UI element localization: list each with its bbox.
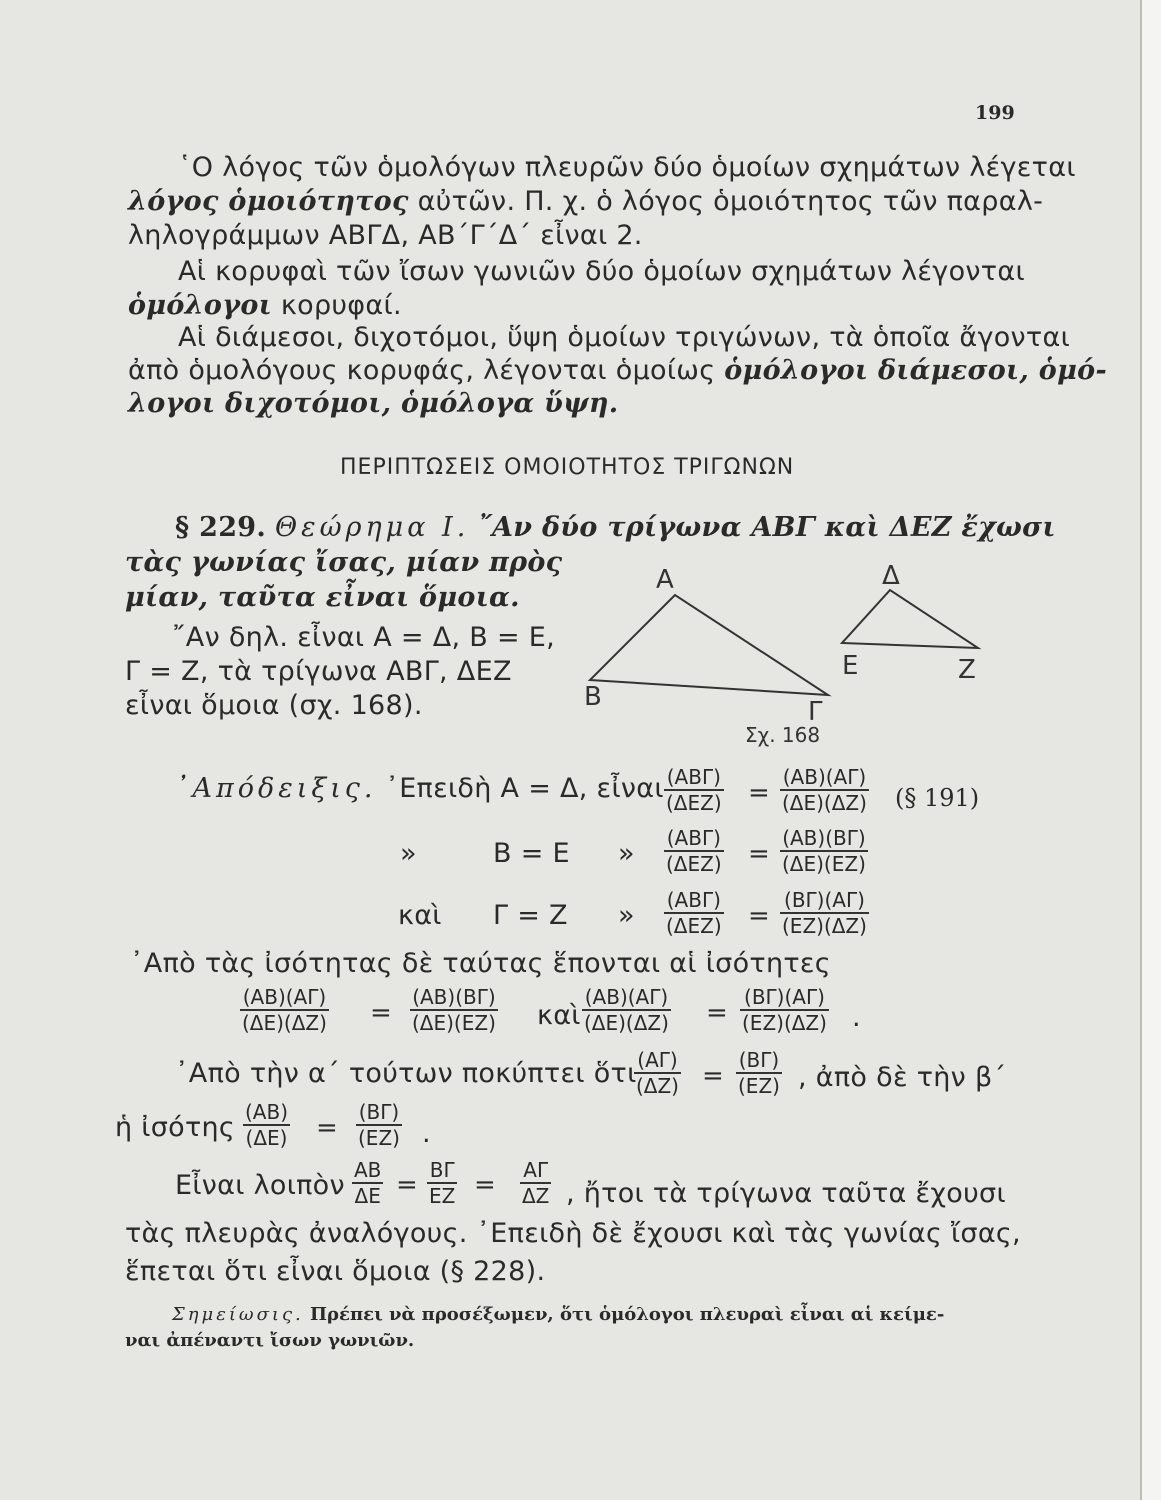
note-line1: Σημείωσις. Πρέπει νὰ προσέξωμεν, ὅτι ὁμόλογοι πλευραὶ εἶναι αἱ κείμε- <box>172 1304 945 1325</box>
derive-iso: ἡ ἰσότης <box>115 1112 236 1143</box>
equals-sign: = <box>748 901 770 931</box>
triangle-dez <box>842 590 978 648</box>
frac-ab-de: $\frac{(AB)}{(\Delta E)}$ <box>245 1100 289 1150</box>
derive-alpha-b: , ἀπὸ δὲ τὴν β΄ <box>798 1062 1007 1093</box>
para1-line2: λόγος ὁμοιότητος αὐτῶν. Π. χ. ὁ λόγος ὁμοιότητος τῶν παραλ- <box>128 186 1044 217</box>
label-Z: Ζ <box>958 655 976 685</box>
row2-mark: » <box>400 838 417 869</box>
ref-191: (§ 191) <box>895 784 980 812</box>
note-line2: ναι ἀπέναντι ἴσων γωνιῶν. <box>125 1330 415 1351</box>
equals-sign: = <box>748 839 770 869</box>
term-homologous: ὁμόλογοι <box>128 290 273 321</box>
para2-line2: ὁμόλογοι κορυφαί. <box>128 290 402 321</box>
conclusion-line2: τὰς πλευρὰς ἀναλόγους. ᾿Επειδὴ δὲ ἔχουσι καὶ τὰς γωνίας ἴσας, <box>125 1218 1021 1249</box>
given-line1: ῎Αν δηλ. εἶναι Α = Δ, Β = Ε, <box>172 622 555 653</box>
equals-sign: = <box>370 998 392 1028</box>
frac-AG-DZ: $\frac{A\Gamma}{\Delta Z}$ <box>522 1158 550 1208</box>
row3-mark2: » <box>618 900 635 931</box>
derive-alpha-a: ᾿Απὸ τὴν α΄ τούτων ποκύπτει ὅτι <box>175 1058 637 1089</box>
para2-line1: Αἱ κορυφαὶ τῶν ἴσων γωνιῶν δύο ὁμοίων σχημάτων λέγονται <box>178 256 1025 287</box>
label-D: Δ <box>882 561 900 591</box>
conclusion-line3: ἕπεται ὅτι εἶναι ὅμοια (§ 228). <box>125 1256 546 1287</box>
derive-line1: ᾿Απὸ τὰς ἰσότητας δὲ ταύτας ἕπονται αἱ ἰσότητες <box>130 948 831 979</box>
equals-sign: = <box>706 998 728 1028</box>
figure-168 <box>570 550 1010 750</box>
label-A: Α <box>656 565 674 595</box>
row3-eq: Γ = Ζ <box>493 900 568 931</box>
para1-line3: ληλογράμμων ΑΒΓΔ, ΑΒ΄Γ΄Δ΄ εἶναι 2. <box>128 220 643 251</box>
row2-mark2: » <box>618 838 635 869</box>
frac-bg-ez: $\frac{(B\Gamma)}{(EZ)}$ <box>738 1048 780 1098</box>
frac-abbg-deez: $\frac{(AB)(B\Gamma)}{(\Delta E)(EZ)}$ <box>782 826 866 876</box>
kai-word: καὶ <box>537 1000 581 1031</box>
frac-abg-dez-3: (ΑΒΓ) (ΔΕΖ) <box>666 888 722 938</box>
page-number: 199 <box>975 102 1015 124</box>
given-line2: Γ = Ζ, τὰ τρίγωνα ΑΒΓ, ΔΕΖ <box>125 656 512 687</box>
label-E: Ε <box>842 651 859 681</box>
label-G: Γ <box>808 697 823 727</box>
frac-abbg-deez-2: $\frac{(AB)(B\Gamma)}{(\Delta E)(EZ)}$ <box>412 985 496 1035</box>
theorem-line3: μίαν, ταῦτα εἶναι ὅμοια. <box>125 582 520 613</box>
section-heading: ΠΕΡΙΠΤΩΣΕΙΣ ΟΜΟΙΟΤΗΤΟΣ ΤΡΙΓΩΝΩΝ <box>340 455 795 480</box>
label-B: Β <box>584 682 602 712</box>
para1-line1: ῾Ο λόγος τῶν ὁμολόγων πλευρῶν δύο ὁμοίων σχημάτων λέγεται <box>178 152 1076 183</box>
triangle-abg <box>590 595 828 695</box>
frac-BG-EZ: $\frac{B\Gamma}{EZ}$ <box>429 1158 456 1208</box>
frac-ag-dz: $\frac{(A\Gamma)}{(\Delta Z)}$ <box>636 1048 679 1098</box>
equals-sign: = <box>474 1170 496 1200</box>
equals-sign: = <box>396 1170 418 1200</box>
frac-bgag-ezdz: $\frac{(B\Gamma)(A\Gamma)}{(EZ)(\Delta Z)}$ <box>782 888 867 938</box>
equals-sign: = <box>748 778 770 808</box>
para3-line1: Αἱ διάμεσοι, διχοτόμοι, ὕψη ὁμοίων τριγώνων, τὰ ὁποῖα ἄγονται <box>178 322 1071 353</box>
theorem-number: § 229. <box>175 512 267 543</box>
theorem-label: Θεώρημα Ι. <box>274 512 470 543</box>
frac-AB-DE: $\frac{AB}{\Delta E}$ <box>354 1158 382 1208</box>
frac-abag-dedz-3: $\frac{(AB)(A\Gamma)}{(\Delta E)(\Delta Z)}$ <box>584 985 669 1035</box>
row2-eq: Β = Ε <box>493 838 570 869</box>
given-line3: εἶναι ὅμοια (σχ. 168). <box>125 690 423 721</box>
para3-line3: λογοι διχοτόμοι, ὁμόλογα ὕψη. <box>128 388 619 419</box>
row3-mark: καὶ <box>398 900 442 931</box>
theorem-line1: § 229. Θεώρημα Ι. ῎Αν δύο τρίγωνα ΑΒΓ καὶ ΔΕΖ ἔχωσι <box>175 512 1056 543</box>
para3-line2: ἀπὸ ὁμολόγους κορυφάς, λέγονται ὁμοίως ὁμόλογοι διάμεσοι, ὁμό- <box>128 355 1107 386</box>
period: . <box>422 1118 431 1149</box>
conclusion-rest: , ἤτοι τὰ τρίγωνα ταῦτα ἔχουσι <box>566 1178 1006 1209</box>
period: . <box>852 1002 861 1033</box>
frac-abag-dedz-2: $\frac{(AB)(A\Gamma)}{(\Delta E)(\Delta Z)}$ <box>242 985 327 1035</box>
frac-abag-dedz-1: $\frac{(AB)(A\Gamma)}{(\Delta E)(\Delta Z)}$ <box>782 765 867 815</box>
equals-sign: = <box>316 1113 338 1143</box>
theorem-line2: τὰς γωνίας ἴσας, μίαν πρὸς <box>125 547 563 578</box>
page-edge <box>1142 0 1161 1500</box>
frac-bgag-ezdz-2: $\frac{(B\Gamma)(A\Gamma)}{(EZ)(\Delta Z)}$ <box>742 985 827 1035</box>
frac-abg-dez-2: (ΑΒΓ) (ΔΕΖ) <box>666 826 722 876</box>
frac-abg-dez-1: (ΑΒΓ) (ΔΕΖ) <box>666 765 722 815</box>
note-label: Σημείωσις. <box>172 1304 304 1325</box>
figure-caption: Σχ. 168 <box>745 723 821 747</box>
proof-row1: ᾿Απόδειξις. ᾿Επειδὴ Α = Δ, εἶναι <box>175 773 664 804</box>
term-similarity-ratio: λόγος ὁμοιότητος <box>128 186 409 217</box>
equals-sign: = <box>702 1061 724 1091</box>
conclusion-lead: Εἶναι λοιπὸν <box>175 1170 345 1201</box>
proof-label: ᾿Απόδειξις. <box>175 773 377 804</box>
frac-bg-ez-2: $\frac{(B\Gamma)}{(EZ)}$ <box>358 1100 400 1150</box>
